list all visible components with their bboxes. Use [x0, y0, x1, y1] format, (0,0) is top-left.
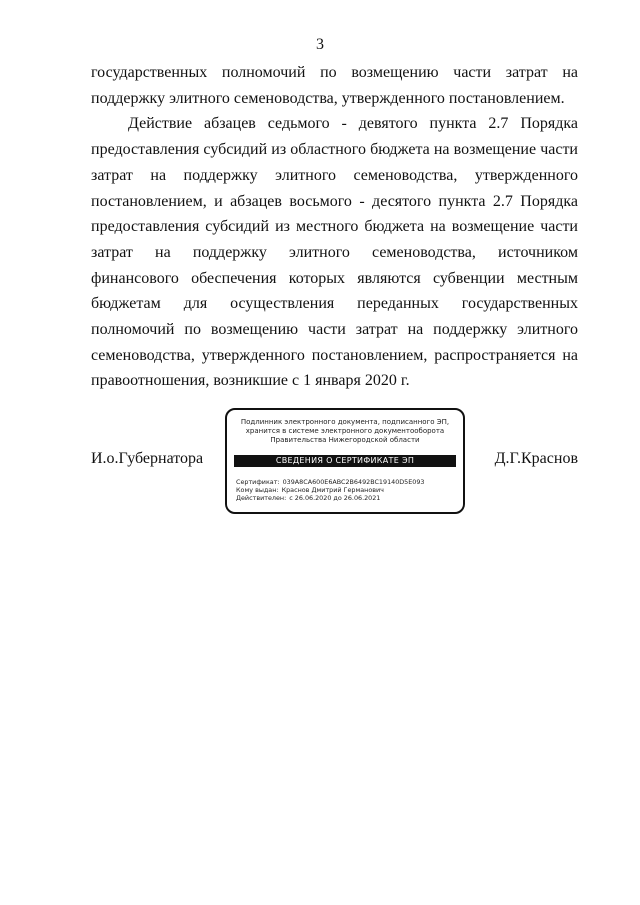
issued-to-label: Кому выдан:: [236, 486, 279, 494]
paragraph-continuation: государственных полномочий по возмещению части затрат на поддержку элитного семеноводства, утвержденного постановлением.: [91, 64, 578, 107]
certificate-label: Сертификат:: [236, 478, 280, 486]
stamp-header-line: хранится в системе электронного документооборота: [245, 427, 445, 435]
validity-row: [236, 494, 425, 502]
signatory-title: И.о.Губернатора: [91, 450, 204, 467]
validity-label: Действителен:: [236, 494, 287, 502]
stamp-header: [227, 418, 463, 445]
certificate-details: [236, 478, 425, 502]
certificate-banner: СВЕДЕНИЯ О СЕРТИФИКАТЕ ЭП: [234, 455, 456, 467]
document-body: [91, 60, 578, 394]
issued-to-value: Краснов Дмитрий Германович: [281, 486, 384, 494]
signatory-name: Д.Г.Краснов: [494, 450, 578, 467]
stamp-header-line: Правительства Нижегородской области: [270, 436, 420, 444]
page-number: 3: [316, 36, 324, 53]
paragraph-main: Действие абзацев седьмого - девятого пункта 2.7 Порядка предоставления субсидий из областного бюджета на возмещение части затрат на поддержку элитного семеноводства, утвержденного постановлением, и абзацев восьмого - десятого пункта 2.7 Порядка предоставления субсидий из местного бюджета на возмещение части затрат на поддержку элитного семеноводства, источником финансового обеспечения которых являются субвенции местным бюджетам для осуществления переданных государственных полномочий по возмещению части затрат на поддержку элитного семеноводства, утвержденного постановлением, распространяется на правоотношения, возникшие с 1 января 2020 г.: [91, 115, 578, 390]
certificate-value: 039A8CA600E6ABC2B6492BC19140D5E093: [282, 478, 425, 486]
electronic-signature-stamp: [225, 408, 465, 514]
validity-value: с 26.06.2020 до 26.06.2021: [289, 494, 381, 502]
stamp-header-line: Подлинник электронного документа, подписанного ЭП,: [240, 418, 450, 426]
certificate-row: [236, 478, 425, 486]
issued-to-row: [236, 486, 425, 494]
